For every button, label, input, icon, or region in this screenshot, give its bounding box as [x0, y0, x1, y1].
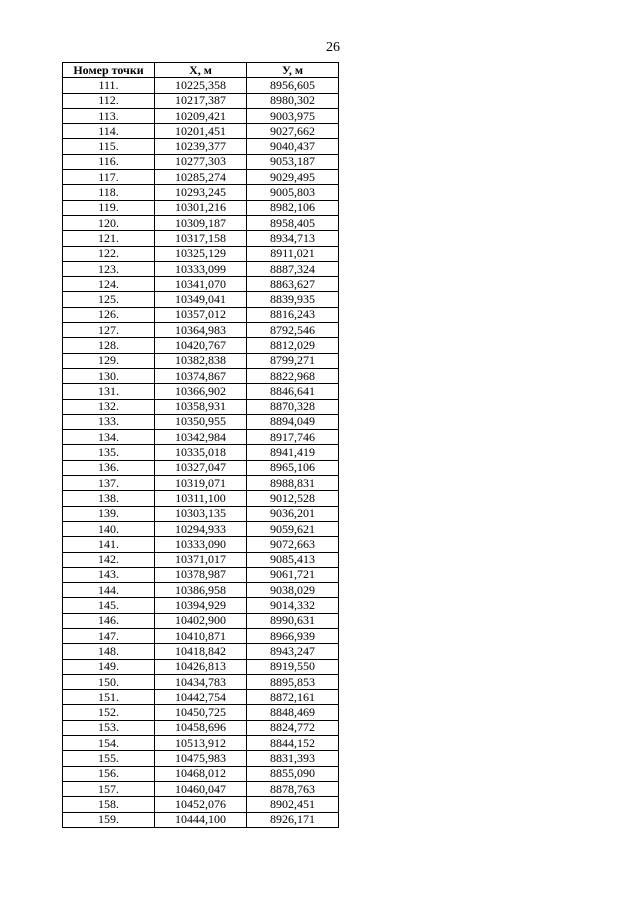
cell-y: 8855,090	[247, 766, 339, 781]
cell-y: 8799,271	[247, 353, 339, 368]
cell-point-number: 131.	[63, 384, 155, 399]
cell-point-number: 153.	[63, 720, 155, 735]
table-row	[63, 781, 339, 796]
cell-y: 9040,437	[247, 139, 339, 154]
cell-x: 10382,838	[155, 353, 247, 368]
cell-y: 8917,746	[247, 430, 339, 445]
cell-x: 10285,274	[155, 170, 247, 185]
table-row	[63, 644, 339, 659]
table-row	[63, 583, 339, 598]
table-row	[63, 261, 339, 276]
cell-x: 10444,100	[155, 812, 247, 827]
cell-x: 10294,933	[155, 521, 247, 536]
cell-y: 8980,302	[247, 93, 339, 108]
cell-point-number: 121.	[63, 231, 155, 246]
table-row	[63, 445, 339, 460]
cell-point-number: 132.	[63, 399, 155, 414]
cell-y: 8844,152	[247, 736, 339, 751]
cell-x: 10293,245	[155, 185, 247, 200]
table-row	[63, 399, 339, 414]
cell-y: 8919,550	[247, 659, 339, 674]
table-row	[63, 200, 339, 215]
cell-y: 8926,171	[247, 812, 339, 827]
cell-x: 10410,871	[155, 628, 247, 643]
table-row	[63, 690, 339, 705]
cell-point-number: 127.	[63, 323, 155, 338]
table-row	[63, 170, 339, 185]
table-row	[63, 674, 339, 689]
cell-point-number: 124.	[63, 277, 155, 292]
cell-x: 10325,129	[155, 246, 247, 261]
cell-point-number: 150.	[63, 674, 155, 689]
table-row	[63, 751, 339, 766]
cell-point-number: 119.	[63, 200, 155, 215]
cell-y: 8894,049	[247, 414, 339, 429]
cell-x: 10301,216	[155, 200, 247, 215]
cell-x: 10333,099	[155, 261, 247, 276]
table-row	[63, 353, 339, 368]
table-row	[63, 108, 339, 123]
cell-point-number: 146.	[63, 613, 155, 628]
cell-y: 8943,247	[247, 644, 339, 659]
cell-point-number: 133.	[63, 414, 155, 429]
cell-y: 9036,201	[247, 506, 339, 521]
header-x: Х, м	[155, 63, 247, 78]
table-row	[63, 368, 339, 383]
cell-y: 9014,332	[247, 598, 339, 613]
cell-point-number: 135.	[63, 445, 155, 460]
cell-point-number: 136.	[63, 460, 155, 475]
header-point-number: Номер точки	[63, 63, 155, 78]
table-row	[63, 797, 339, 812]
cell-y: 8870,328	[247, 399, 339, 414]
cell-y: 8812,029	[247, 338, 339, 353]
cell-y: 8863,627	[247, 277, 339, 292]
cell-x: 10239,377	[155, 139, 247, 154]
cell-y: 9053,187	[247, 154, 339, 169]
cell-x: 10513,912	[155, 736, 247, 751]
table-row	[63, 277, 339, 292]
cell-x: 10309,187	[155, 215, 247, 230]
table-row	[63, 414, 339, 429]
cell-x: 10460,047	[155, 781, 247, 796]
cell-y: 9059,621	[247, 521, 339, 536]
cell-x: 10327,047	[155, 460, 247, 475]
cell-y: 8872,161	[247, 690, 339, 705]
cell-x: 10342,984	[155, 430, 247, 445]
cell-point-number: 156.	[63, 766, 155, 781]
table-row	[63, 93, 339, 108]
cell-point-number: 159.	[63, 812, 155, 827]
cell-y: 8902,451	[247, 797, 339, 812]
table-body	[63, 78, 339, 828]
table-row	[63, 521, 339, 536]
cell-x: 10374,867	[155, 368, 247, 383]
cell-x: 10402,900	[155, 613, 247, 628]
cell-point-number: 122.	[63, 246, 155, 261]
table-row	[63, 491, 339, 506]
cell-point-number: 147.	[63, 628, 155, 643]
table-row	[63, 185, 339, 200]
table-row	[63, 307, 339, 322]
table-row	[63, 766, 339, 781]
cell-point-number: 141.	[63, 537, 155, 552]
cell-point-number: 125.	[63, 292, 155, 307]
cell-y: 8848,469	[247, 705, 339, 720]
cell-point-number: 114.	[63, 124, 155, 139]
table-row	[63, 537, 339, 552]
cell-x: 10277,303	[155, 154, 247, 169]
cell-x: 10335,018	[155, 445, 247, 460]
cell-point-number: 138.	[63, 491, 155, 506]
table-row	[63, 812, 339, 827]
cell-point-number: 130.	[63, 368, 155, 383]
cell-x: 10420,767	[155, 338, 247, 353]
cell-point-number: 113.	[63, 108, 155, 123]
table-row	[63, 628, 339, 643]
cell-y: 8846,641	[247, 384, 339, 399]
cell-x: 10319,071	[155, 476, 247, 491]
table-row	[63, 598, 339, 613]
cell-point-number: 142.	[63, 552, 155, 567]
cell-point-number: 118.	[63, 185, 155, 200]
cell-point-number: 116.	[63, 154, 155, 169]
cell-x: 10311,100	[155, 491, 247, 506]
cell-y: 8965,106	[247, 460, 339, 475]
header-y: У, м	[247, 63, 339, 78]
cell-point-number: 112.	[63, 93, 155, 108]
cell-point-number: 145.	[63, 598, 155, 613]
cell-x: 10394,929	[155, 598, 247, 613]
cell-y: 9061,721	[247, 567, 339, 582]
cell-x: 10458,696	[155, 720, 247, 735]
cell-x: 10349,041	[155, 292, 247, 307]
cell-y: 8958,405	[247, 215, 339, 230]
cell-x: 10371,017	[155, 552, 247, 567]
cell-y: 9027,662	[247, 124, 339, 139]
cell-point-number: 148.	[63, 644, 155, 659]
cell-x: 10475,983	[155, 751, 247, 766]
cell-x: 10358,931	[155, 399, 247, 414]
table-row	[63, 506, 339, 521]
cell-point-number: 154.	[63, 736, 155, 751]
cell-y: 9029,495	[247, 170, 339, 185]
cell-y: 9085,413	[247, 552, 339, 567]
cell-point-number: 117.	[63, 170, 155, 185]
table-row	[63, 154, 339, 169]
cell-y: 8816,243	[247, 307, 339, 322]
cell-point-number: 134.	[63, 430, 155, 445]
cell-point-number: 155.	[63, 751, 155, 766]
cell-y: 9012,528	[247, 491, 339, 506]
cell-x: 10341,070	[155, 277, 247, 292]
cell-x: 10386,958	[155, 583, 247, 598]
table-row	[63, 78, 339, 93]
table-row	[63, 736, 339, 751]
cell-y: 8966,939	[247, 628, 339, 643]
table-row	[63, 215, 339, 230]
table-row	[63, 338, 339, 353]
cell-x: 10418,842	[155, 644, 247, 659]
cell-point-number: 144.	[63, 583, 155, 598]
cell-x: 10209,421	[155, 108, 247, 123]
cell-x: 10317,158	[155, 231, 247, 246]
cell-y: 8887,324	[247, 261, 339, 276]
cell-y: 8792,546	[247, 323, 339, 338]
cell-y: 8831,393	[247, 751, 339, 766]
cell-y: 9005,803	[247, 185, 339, 200]
cell-y: 8982,106	[247, 200, 339, 215]
cell-point-number: 137.	[63, 476, 155, 491]
table-row	[63, 552, 339, 567]
cell-y: 8895,853	[247, 674, 339, 689]
table-row	[63, 460, 339, 475]
cell-x: 10303,135	[155, 506, 247, 521]
coordinates-table	[62, 62, 339, 828]
cell-point-number: 149.	[63, 659, 155, 674]
table-row	[63, 384, 339, 399]
cell-x: 10217,387	[155, 93, 247, 108]
cell-point-number: 115.	[63, 139, 155, 154]
cell-point-number: 126.	[63, 307, 155, 322]
cell-x: 10357,012	[155, 307, 247, 322]
table-row	[63, 246, 339, 261]
cell-point-number: 158.	[63, 797, 155, 812]
cell-y: 8988,831	[247, 476, 339, 491]
cell-point-number: 143.	[63, 567, 155, 582]
cell-point-number: 139.	[63, 506, 155, 521]
cell-x: 10201,451	[155, 124, 247, 139]
cell-x: 10378,987	[155, 567, 247, 582]
cell-x: 10333,090	[155, 537, 247, 552]
cell-point-number: 157.	[63, 781, 155, 796]
cell-y: 8822,968	[247, 368, 339, 383]
cell-point-number: 140.	[63, 521, 155, 536]
cell-y: 8990,631	[247, 613, 339, 628]
cell-x: 10350,955	[155, 414, 247, 429]
table-row	[63, 659, 339, 674]
table-row	[63, 231, 339, 246]
table-row	[63, 705, 339, 720]
cell-point-number: 129.	[63, 353, 155, 368]
cell-point-number: 123.	[63, 261, 155, 276]
cell-point-number: 128.	[63, 338, 155, 353]
table-row	[63, 567, 339, 582]
cell-x: 10366,902	[155, 384, 247, 399]
cell-y: 8941,419	[247, 445, 339, 460]
cell-x: 10364,983	[155, 323, 247, 338]
table-row	[63, 139, 339, 154]
cell-y: 8956,605	[247, 78, 339, 93]
cell-x: 10452,076	[155, 797, 247, 812]
table-row	[63, 323, 339, 338]
cell-x: 10442,754	[155, 690, 247, 705]
cell-point-number: 152.	[63, 705, 155, 720]
cell-x: 10434,783	[155, 674, 247, 689]
table-row	[63, 720, 339, 735]
cell-y: 9003,975	[247, 108, 339, 123]
table-row	[63, 613, 339, 628]
cell-x: 10468,012	[155, 766, 247, 781]
cell-y: 8911,021	[247, 246, 339, 261]
cell-y: 8878,763	[247, 781, 339, 796]
cell-x: 10225,358	[155, 78, 247, 93]
cell-x: 10450,725	[155, 705, 247, 720]
cell-point-number: 120.	[63, 215, 155, 230]
cell-y: 9038,029	[247, 583, 339, 598]
cell-y: 8839,935	[247, 292, 339, 307]
page-number: 26	[326, 40, 340, 55]
cell-x: 10426,813	[155, 659, 247, 674]
cell-point-number: 151.	[63, 690, 155, 705]
table-row	[63, 292, 339, 307]
cell-y: 9072,663	[247, 537, 339, 552]
table-row	[63, 476, 339, 491]
table-row	[63, 124, 339, 139]
cell-y: 8824,772	[247, 720, 339, 735]
table-row	[63, 430, 339, 445]
cell-point-number: 111.	[63, 78, 155, 93]
table-header-row	[63, 63, 339, 78]
cell-y: 8934,713	[247, 231, 339, 246]
